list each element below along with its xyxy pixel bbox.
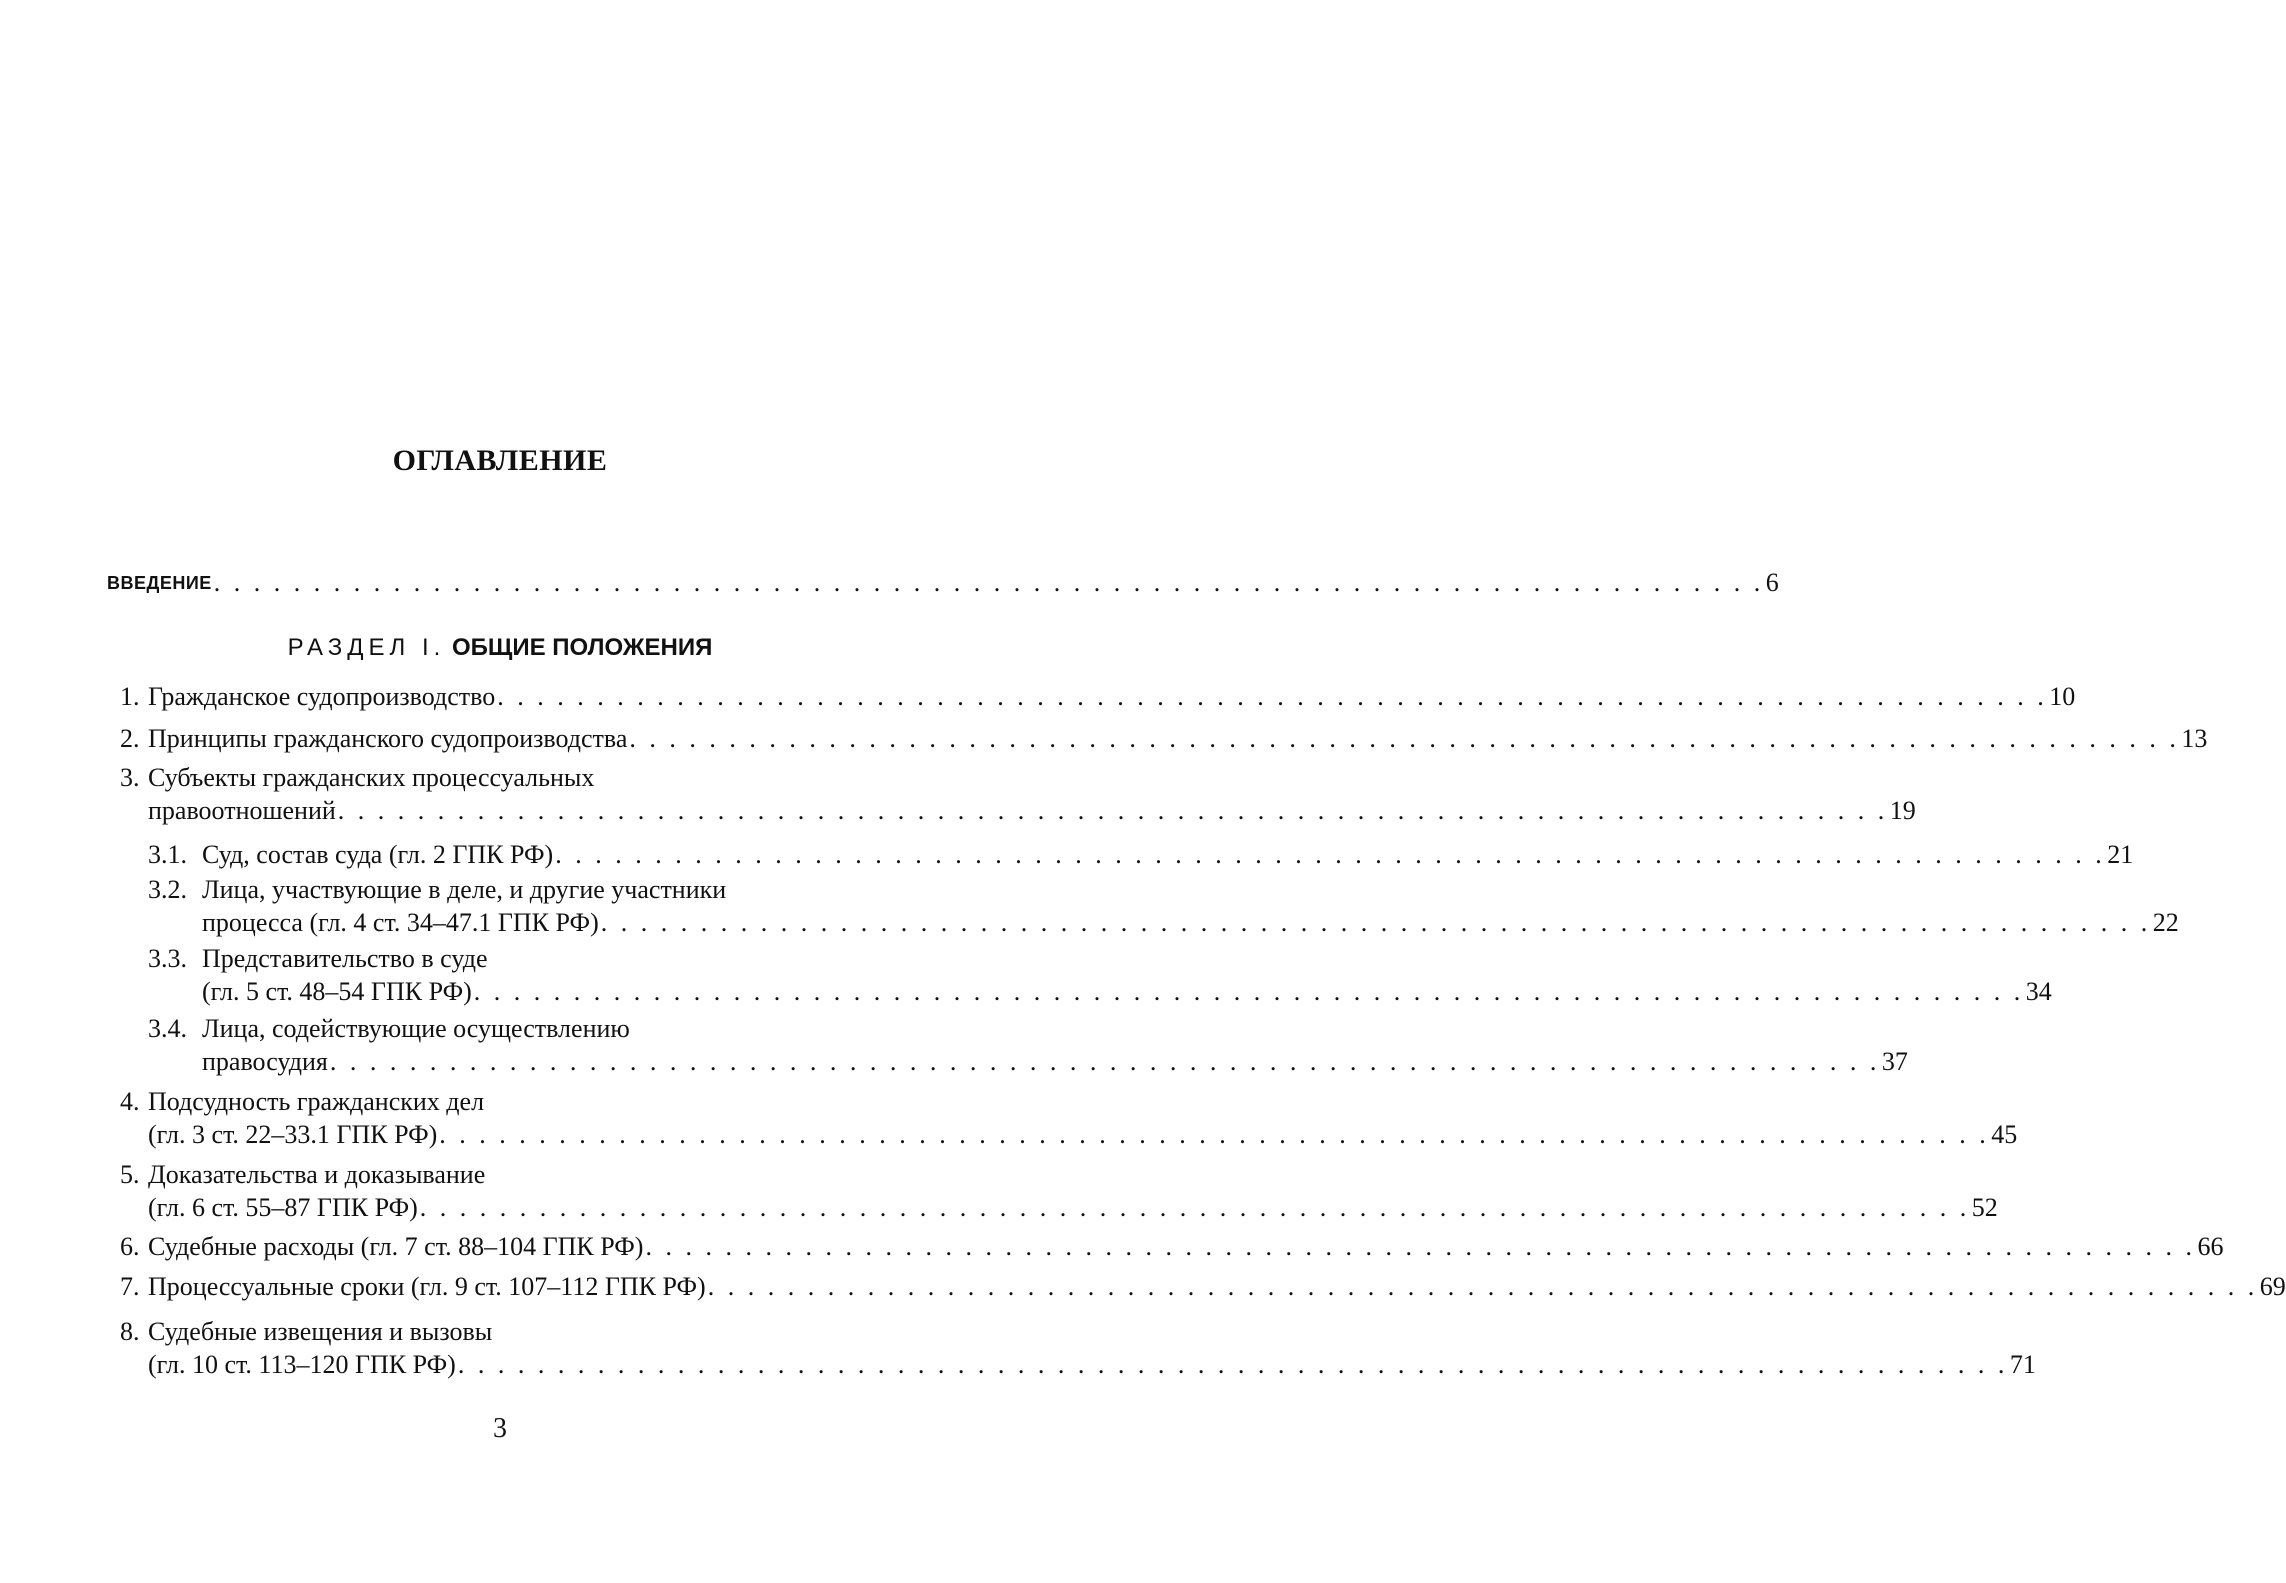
leader-dots: . . . . . . . . . . . . . . . . . . . . . . . . . . . . . . . . . . . . . . . . . . . . . . . . . . . . . . . . . . . . . . . . . . . . . . . . . . . . . . <box>600 908 2151 937</box>
toc-entry-number: 4. <box>120 1087 140 1116</box>
section-name: ОБЩИЕ ПОЛОЖЕНИЯ <box>451 634 713 661</box>
toc-entry-number: 3. <box>120 763 140 792</box>
toc-entry-page: 34 <box>2025 977 2052 1006</box>
toc-entry-text: Суд, состав суда (гл. 2 ГПК РФ) <box>202 840 554 869</box>
toc-entry[interactable] <box>120 1085 2018 1151</box>
toc-entry-text: Субъекты гражданских процессуальных <box>148 763 595 792</box>
toc-entry-page: 37 <box>1881 1047 1908 1076</box>
toc-entry-line <box>148 975 2052 1008</box>
toc-entry-page: 19 <box>1889 796 1916 825</box>
toc-entry-line <box>148 942 826 975</box>
toc-entry-line <box>120 1348 2036 1381</box>
toc-entry-text: правосудия <box>202 1047 328 1076</box>
page-number: 3 <box>493 1413 507 1444</box>
toc-entry-page: 22 <box>2152 908 2179 937</box>
leader-dots: . . . . . . . . . . . . . . . . . . . . . . . . . . . . . . . . . . . . . . . . . . . . . . . . . . . . . . . . . . . . . . . . . . . . . . . . . . . . . . <box>329 1047 1880 1076</box>
toc-entry-page: 66 <box>2197 1232 2224 1261</box>
toc-entry-line <box>148 838 2134 871</box>
toc-entry-line <box>120 1158 826 1191</box>
toc-entry-line <box>120 794 1916 827</box>
toc-entry-line <box>120 1191 1998 1224</box>
toc-entry-page: 13 <box>2181 724 2208 753</box>
toc-entry-text: Гражданское судопроизводство <box>148 682 496 711</box>
toc-entry-number: 7. <box>120 1272 140 1301</box>
toc-entry-line <box>120 1085 826 1118</box>
toc-entry-number: 3.2. <box>148 875 187 904</box>
toc-entry-page: 71 <box>2009 1350 2036 1379</box>
toc-entry[interactable] <box>120 1270 2286 1303</box>
toc-entry-text: Процессуальные сроки (гл. 9 ст. 107–112 ГПК РФ) <box>148 1272 706 1301</box>
toc-entry[interactable] <box>148 942 2052 1008</box>
toc-entry-line <box>120 1230 2224 1263</box>
toc-entry-text: (гл. 6 ст. 55–87 ГПК РФ) <box>148 1193 418 1222</box>
leader-dots: . . . . . . . . . . . . . . . . . . . . . . . . . . . . . . . . . . . . . . . . . . . . . . . . . . . . . . . . . . . . . . . . . . . . . . . . . . . . . . <box>707 1272 2258 1301</box>
toc-entry[interactable] <box>120 722 2208 755</box>
toc-entry-number: 3.3. <box>148 944 187 973</box>
toc-entry-number: 6. <box>120 1232 140 1261</box>
toc-entry-line <box>120 761 826 794</box>
toc-entry-page: 6 <box>1765 568 1779 597</box>
toc-entry-page: 21 <box>2107 840 2134 869</box>
toc-entry-line <box>148 1045 1908 1078</box>
toc-entry-number: 3.1. <box>148 840 187 869</box>
toc-entry-line <box>148 906 2179 939</box>
toc-entry-label: ВВЕДЕНИЕ <box>107 573 212 593</box>
toc-title: ОГЛАВЛЕНИЕ <box>392 444 608 477</box>
toc-entry-line <box>120 1270 2286 1303</box>
toc-entry-text: Подсудность гражданских дел <box>148 1087 485 1116</box>
toc-entry[interactable] <box>148 873 2179 939</box>
section-prefix: РАЗДЕЛ I. <box>287 634 446 661</box>
leader-dots: . . . . . . . . . . . . . . . . . . . . . . . . . . . . . . . . . . . . . . . . . . . . . . . . . . . . . . . . . . . . . . . . . . . . . . . . . . . . . . <box>439 1120 1990 1149</box>
toc-entry-line <box>148 873 826 906</box>
toc-entry-text: Лица, участвующие в деле, и другие участники <box>202 875 727 904</box>
toc-entry-page: 69 <box>2259 1272 2286 1301</box>
leader-dots: . . . . . . . . . . . . . . . . . . . . . . . . . . . . . . . . . . . . . . . . . . . . . . . . . . . . . . . . . . . . . . . . . . . . . . . . . . . . . . <box>473 977 2024 1006</box>
toc-entry-number: 2. <box>120 724 140 753</box>
toc-entry-number: 1. <box>120 682 140 711</box>
toc-entry-text: Судебные извещения и вызовы <box>148 1317 493 1346</box>
leader-dots: . . . . . . . . . . . . . . . . . . . . . . . . . . . . . . . . . . . . . . . . . . . . . . . . . . . . . . . . . . . . . . . . . . . . . . . . . . . . . . <box>419 1193 1970 1222</box>
leader-dots: . . . . . . . . . . . . . . . . . . . . . . . . . . . . . . . . . . . . . . . . . . . . . . . . . . . . . . . . . . . . . . . . . . . . . . . . . . . . . . <box>555 840 2106 869</box>
toc-entry[interactable] <box>148 1012 1908 1078</box>
toc-entry-line <box>120 680 2076 713</box>
toc-entry-text: процесса (гл. 4 ст. 34–47.1 ГПК РФ) <box>202 908 599 937</box>
toc-entry-page: 52 <box>1971 1193 1998 1222</box>
toc-entry-text: Представительство в суде <box>202 944 488 973</box>
toc-entry-line <box>120 722 2208 755</box>
toc-entry-text: Лица, содействующие осуществлению <box>202 1014 630 1043</box>
leader-dots: . . . . . . . . . . . . . . . . . . . . . . . . . . . . . . . . . . . . . . . . . . . . . . . . . . . . . . . . . . . . . . . . . . . . . . . . . . . . . . <box>213 568 1764 597</box>
toc-entry-line <box>148 1012 826 1045</box>
toc-entry-line <box>120 1315 826 1348</box>
toc-entry-text: (гл. 5 ст. 48–54 ГПК РФ) <box>202 977 472 1006</box>
toc-entry-text: правоотношений <box>148 796 336 825</box>
toc-entry[interactable] <box>120 761 1916 827</box>
toc-entry-text: Судебные расходы (гл. 7 ст. 88–104 ГПК РФ) <box>148 1232 644 1261</box>
toc-entry-number: 8. <box>120 1317 140 1346</box>
toc-entry[interactable] <box>120 1158 1998 1224</box>
toc-entry[interactable] <box>120 1315 2036 1381</box>
toc-entry[interactable] <box>148 838 2134 871</box>
toc-entry-number: 3.4. <box>148 1014 187 1043</box>
toc-entry-number: 5. <box>120 1160 140 1189</box>
section-heading <box>0 634 1000 662</box>
leader-dots: . . . . . . . . . . . . . . . . . . . . . . . . . . . . . . . . . . . . . . . . . . . . . . . . . . . . . . . . . . . . . . . . . . . . . . . . . . . . . . <box>457 1350 2008 1379</box>
toc-entry-line <box>120 1118 2018 1151</box>
toc-entry-text: Принципы гражданского судопроизводства <box>148 724 628 753</box>
toc-entry[interactable] <box>120 1230 2224 1263</box>
toc-entry-text: (гл. 10 ст. 113–120 ГПК РФ) <box>148 1350 456 1379</box>
toc-entry-page: 10 <box>2049 682 2076 711</box>
leader-dots: . . . . . . . . . . . . . . . . . . . . . . . . . . . . . . . . . . . . . . . . . . . . . . . . . . . . . . . . . . . . . . . . . . . . . . . . . . . . . . <box>497 682 2048 711</box>
toc-entry-text: Доказательства и доказывание <box>148 1160 486 1189</box>
toc-entry-text: (гл. 3 ст. 22–33.1 ГПК РФ) <box>148 1120 438 1149</box>
leader-dots: . . . . . . . . . . . . . . . . . . . . . . . . . . . . . . . . . . . . . . . . . . . . . . . . . . . . . . . . . . . . . . . . . . . . . . . . . . . . . . <box>337 796 1888 825</box>
toc-entry-page: 45 <box>1991 1120 2018 1149</box>
toc-entry-introduction[interactable] <box>107 562 1779 598</box>
toc-entry[interactable] <box>120 680 2076 713</box>
leader-dots: . . . . . . . . . . . . . . . . . . . . . . . . . . . . . . . . . . . . . . . . . . . . . . . . . . . . . . . . . . . . . . . . . . . . . . . . . . . . . . <box>645 1232 2196 1261</box>
leader-dots: . . . . . . . . . . . . . . . . . . . . . . . . . . . . . . . . . . . . . . . . . . . . . . . . . . . . . . . . . . . . . . . . . . . . . . . . . . . . . . <box>629 724 2180 753</box>
